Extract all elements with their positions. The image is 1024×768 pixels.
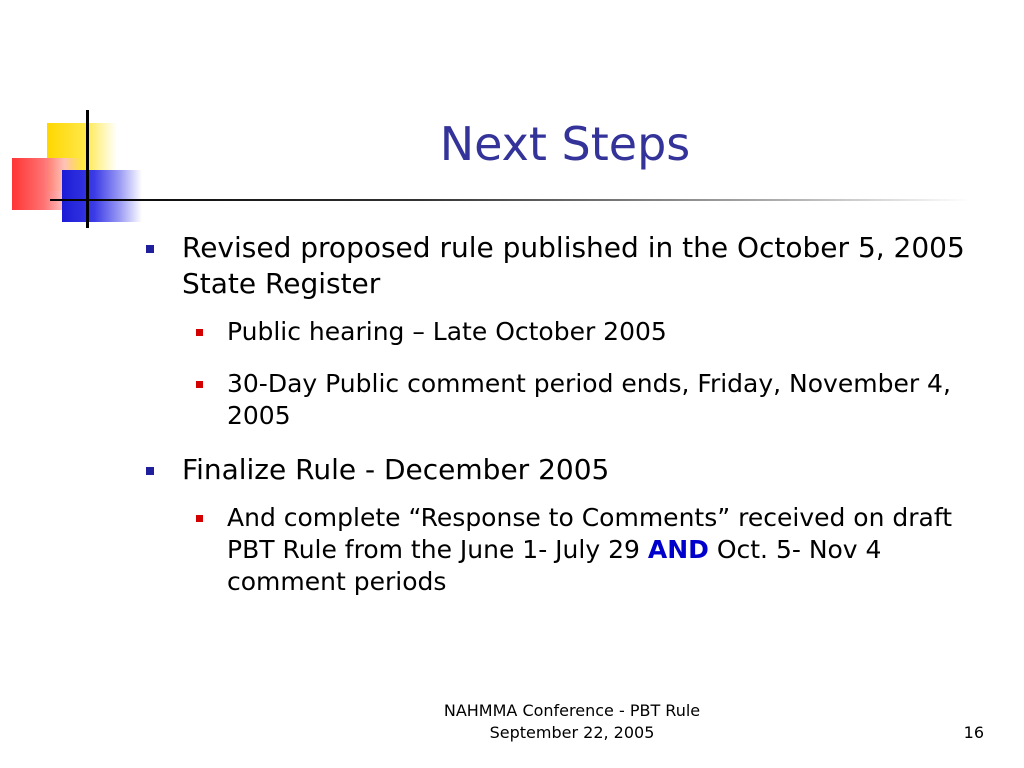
square-bullet-icon [196, 515, 203, 522]
sub-bullet-item-comment-period [140, 368, 1000, 432]
slide-title: Next Steps [439, 117, 691, 171]
square-bullet-icon [196, 381, 203, 388]
emphasis-and: AND [647, 535, 709, 564]
sub-bullet-text: Public hearing – Late October 2005 [227, 317, 667, 346]
slide-body [140, 230, 1000, 618]
square-bullet-icon [146, 467, 154, 475]
footer-line-2: September 22, 2005 [489, 723, 655, 742]
bullet-item-finalize-rule [140, 452, 1000, 488]
sub-bullet-text-after: Oct. 5- Nov 4 comment periods [227, 535, 882, 596]
square-bullet-icon [146, 245, 154, 253]
sub-bullet-text: 30-Day Public comment period ends, Friday, November 4, 2005 [227, 369, 951, 430]
square-bullet-icon [196, 329, 203, 336]
sub-bullet-text-before: And complete “Response to Comments” received on draft PBT Rule from the June 1- July 29 [227, 503, 953, 564]
sub-bullet-item-public-hearing [140, 316, 1000, 348]
title-underline-rule [50, 199, 970, 201]
slide-footer [372, 700, 772, 744]
bullet-item-revised-rule [140, 230, 1000, 302]
footer-line-1: NAHMMA Conference - PBT Rule [443, 701, 701, 720]
slide-logo-decoration [0, 0, 160, 240]
page-number: 16 [963, 723, 984, 742]
blue-square-decoration [62, 170, 142, 222]
bullet-text: Revised proposed rule published in the October 5, 2005 State Register [182, 231, 965, 300]
vertical-rule-decoration [86, 110, 89, 228]
sub-bullet-item-response-to-comments [140, 502, 1000, 598]
bullet-text: Finalize Rule - December 2005 [182, 453, 610, 486]
